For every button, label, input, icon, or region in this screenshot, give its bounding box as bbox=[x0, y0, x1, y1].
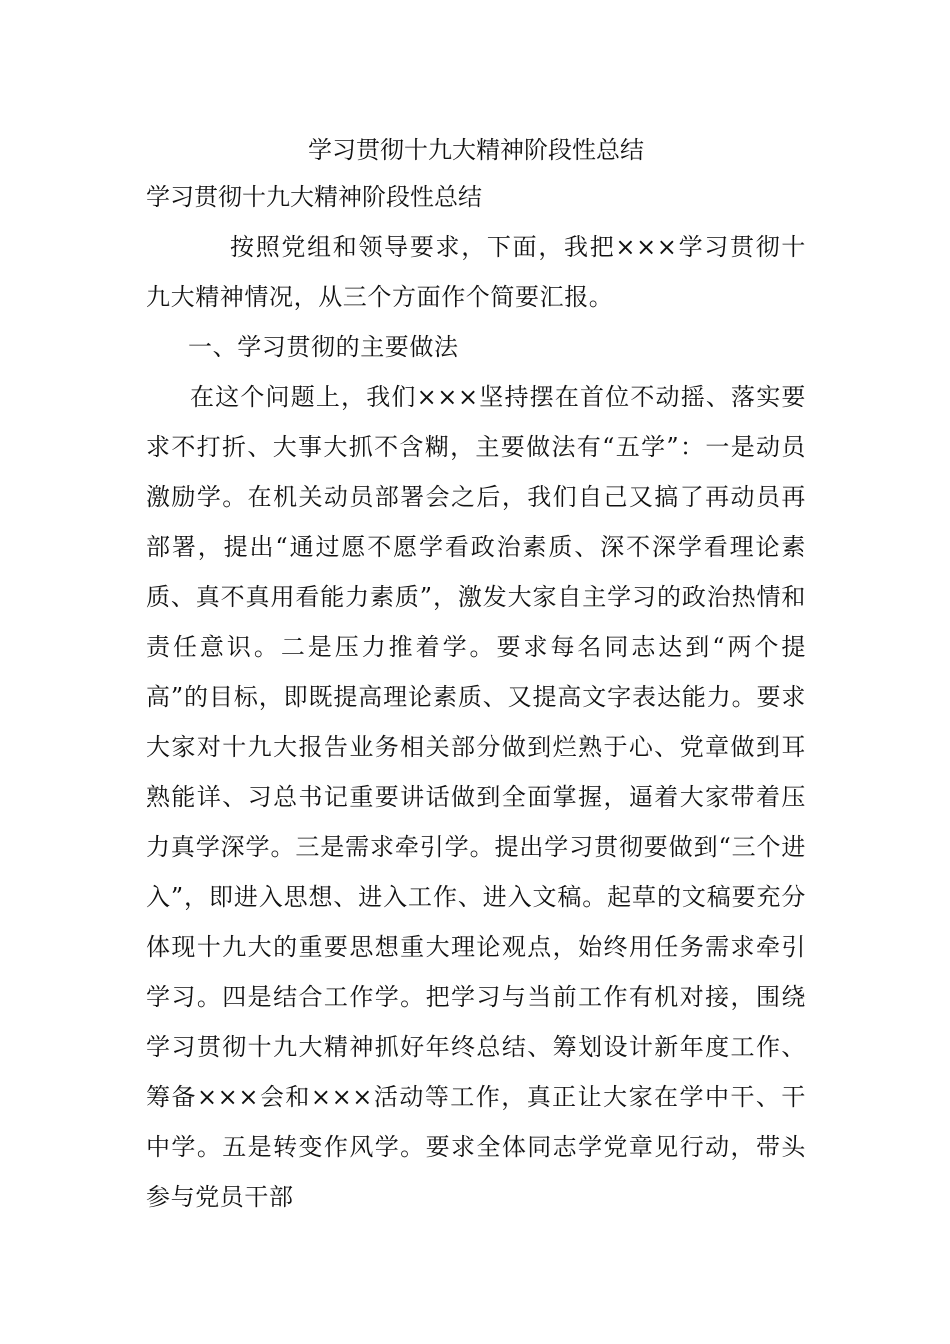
document-subtitle: 学习贯彻十九大精神阶段性总结 bbox=[146, 183, 482, 211]
document-body bbox=[146, 128, 806, 1222]
section-1-heading: 一、学习贯彻的主要做法 bbox=[188, 333, 459, 361]
document-title: 学习贯彻十九大精神阶段性总结 bbox=[308, 136, 644, 164]
section-1-paragraph: 在这个问题上，我们×××坚持摆在首位不动摇、落实要求不打折、大事大抓不含糊，主要做法有“五学”：一是动员激励学。在机关动员部署会之后，我们自己又搞了再动员再部署，提出“通过愿不愿学看政治素质、深不深学看理论素质、真不真用看能力素质”，激发大家自主学习的政治热情和责任意识。二是压力推着学。要求每名同志达到“两个提高”的目标，即既提高理论素质、又提高文字表达能力。要求大家对十九大报告业务相关部分做到烂熟于心、党章做到耳熟能详、习总书记重要讲话做到全面掌握，逼着大家带着压力真学深学。三是需求牵引学。提出学习贯彻要做到“三个进入”，即进入思想、进入工作、进入文稿。起草的文稿要充分体现十九大的重要思想重大理论观点，始终用任务需求牵引学习。四是结合工作学。把学习与当前工作有机对接，围绕学习贯彻十九大精神抓好年终总结、筹划设计新年度工作、筹备×××会和×××活动等工作，真正让大家在学中干、干中学。五是转变作风学。要求全体同志学党章见行动，带头参与党员干部 bbox=[146, 383, 806, 1211]
intro-paragraph: 按照党组和领导要求，下面，我把×××学习贯彻十九大精神情况，从三个方面作个简要汇报。 bbox=[146, 233, 806, 311]
